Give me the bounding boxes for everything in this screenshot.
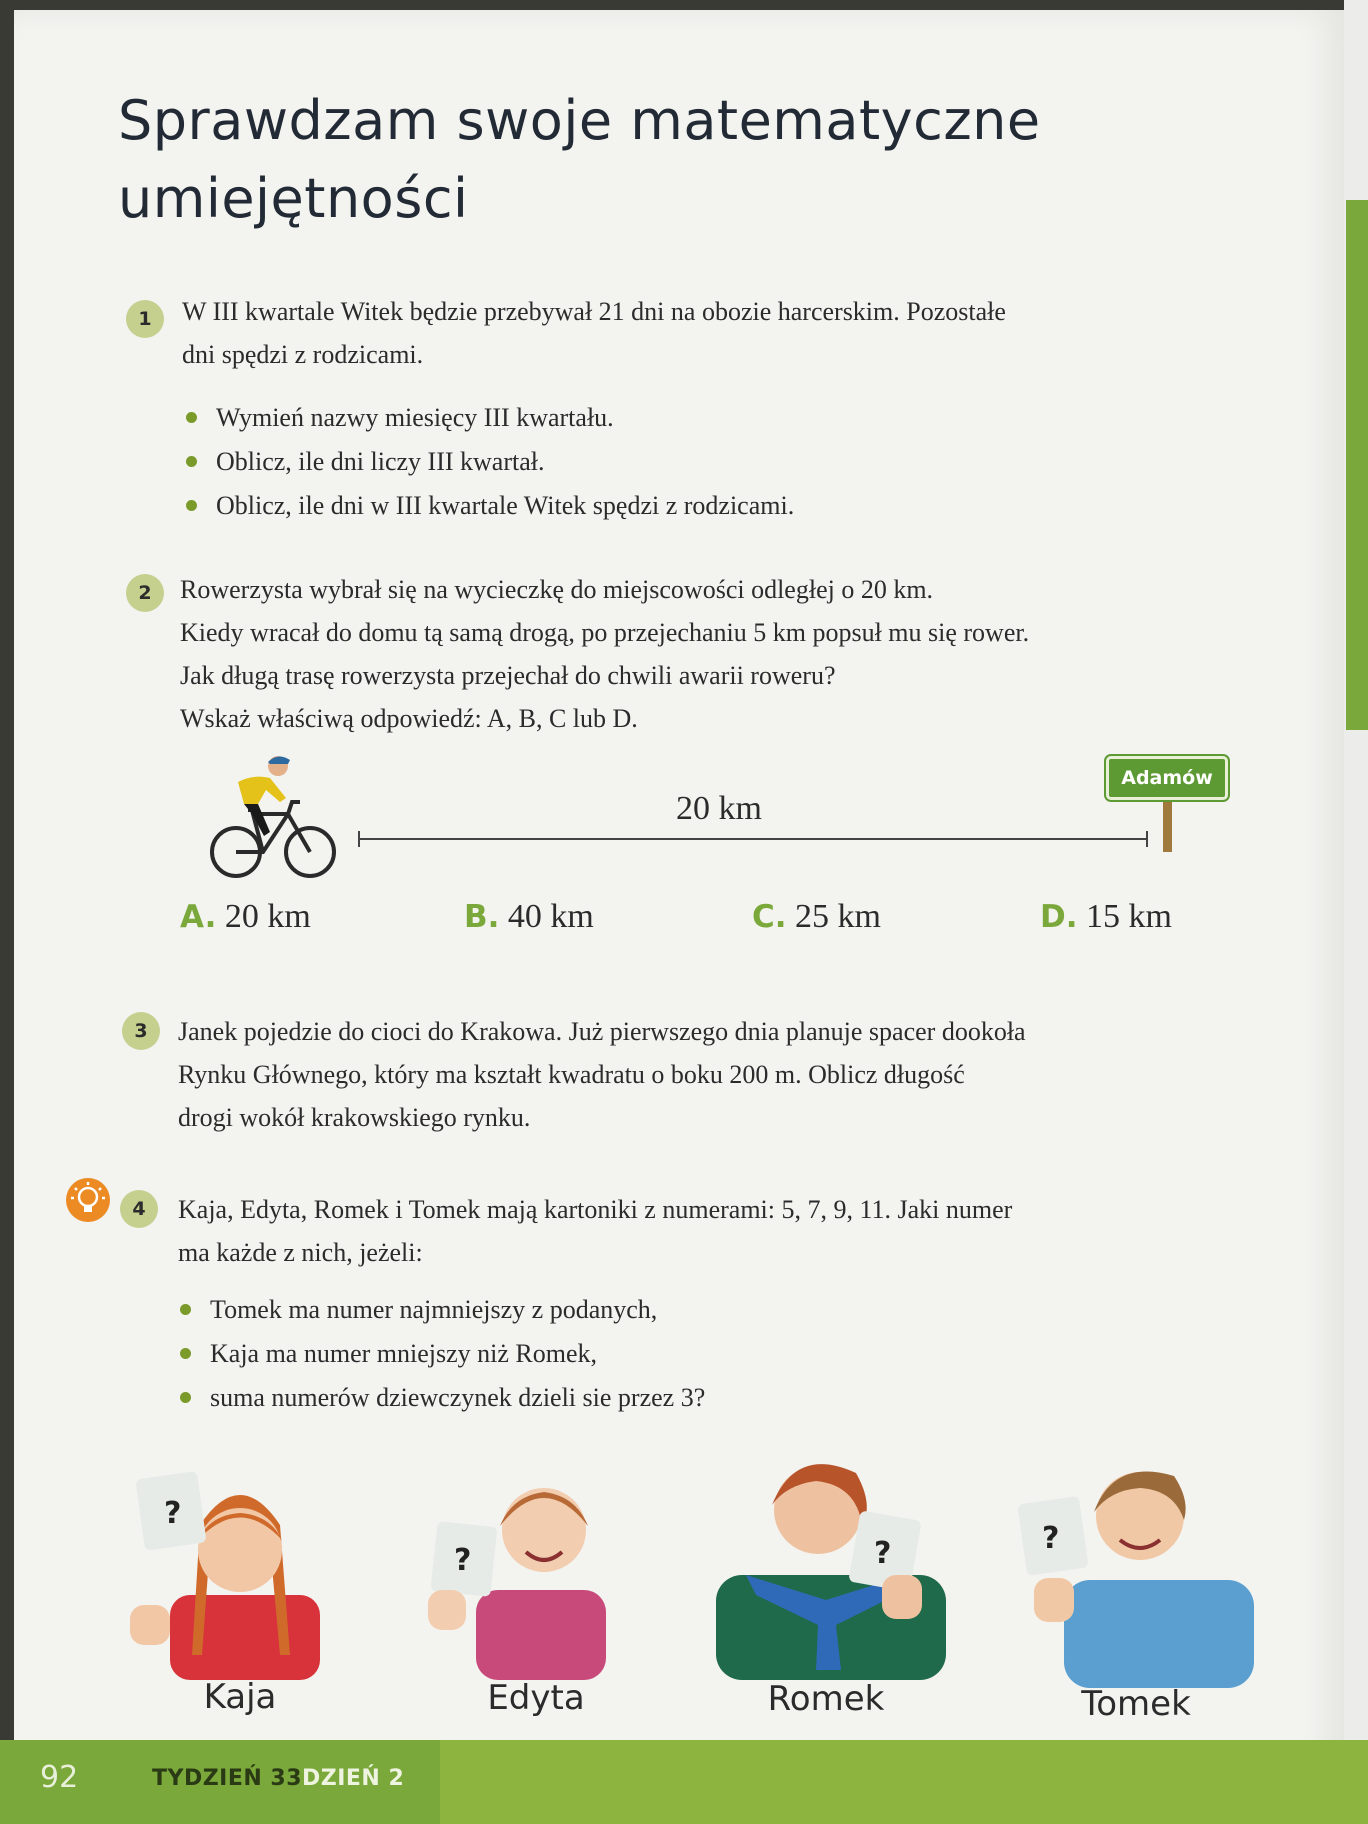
task-4-bullets: [176, 1288, 705, 1420]
day-label: DZIEŃ 2: [302, 1766, 405, 1791]
task-number-badge: 4: [120, 1190, 158, 1228]
bullet-icon: [186, 412, 197, 423]
child-tomek-illustration: [1014, 1430, 1254, 1688]
child-name-label: Edyta: [487, 1678, 585, 1718]
text-line: W III kwartale Witek będzie przebywał 21 dni na obozie harcerskim. Pozostałe: [182, 297, 1006, 326]
distance-tick-left: [358, 831, 360, 847]
bullet-item: suma numerów dziewczynek dzieli sie przez 3?: [176, 1376, 705, 1420]
child-tomek: [1014, 1430, 1254, 1724]
svg-text:?: ?: [874, 1536, 892, 1571]
child-name-label: Tomek: [1081, 1684, 1191, 1724]
text-line: Jak długą trasę rowerzysta przejechał do chwili awarii roweru?: [180, 661, 836, 690]
task-4-text: [178, 1188, 1012, 1274]
text-line: Janek pojedzie do cioci do Krakowa. Już pierwszego dnia planuje spacer dookoła: [178, 1017, 1026, 1046]
answer-option-b[interactable]: B. 40 km: [464, 898, 594, 935]
child-romek: [706, 1425, 956, 1719]
answer-option-d[interactable]: D. 15 km: [1040, 898, 1172, 935]
distance-tick-right: [1146, 831, 1148, 847]
child-name-label: Kaja: [203, 1677, 277, 1717]
bullet-item: Oblicz, ile dni w III kwartale Witek spędzi z rodzicami.: [182, 484, 794, 528]
bullet-icon: [180, 1348, 191, 1359]
child-edyta-illustration: [426, 1440, 646, 1680]
task-number-badge: 1: [126, 300, 164, 338]
text-line: Rynku Głównego, który ma kształt kwadratu o boku 200 m. Oblicz długość: [178, 1060, 965, 1089]
task-1-bullets: [182, 396, 794, 528]
bullet-icon: [180, 1304, 191, 1315]
lightbulb-icon: [66, 1178, 110, 1222]
task-1-text: [182, 290, 1006, 376]
bullet-item: Oblicz, ile dni liczy III kwartał.: [182, 440, 794, 484]
text-line: Rowerzysta wybrał się na wycieczkę do miejscowości odległej o 20 km.: [180, 575, 934, 604]
cyclist-icon: [208, 752, 338, 882]
svg-text:?: ?: [454, 1543, 472, 1578]
child-kaja-illustration: [130, 1455, 350, 1680]
task-2-text: [180, 568, 1029, 740]
sign-board: Adamów: [1106, 756, 1228, 800]
bullet-icon: [186, 500, 197, 511]
week-label: TYDZIEŃ 33: [152, 1766, 303, 1791]
child-name-label: Romek: [767, 1679, 885, 1719]
distance-label: 20 km: [676, 790, 762, 827]
text-line: dni spędzi z rodzicami.: [182, 340, 424, 369]
text-line: Kaja, Edyta, Romek i Tomek mają kartoniki z numerami: 5, 7, 9, 11. Jaki numer: [178, 1195, 1013, 1224]
task-number-badge: 2: [126, 574, 164, 612]
child-romek-illustration: [706, 1425, 956, 1680]
bullet-item: Tomek ma numer najmniejszy z podanych,: [176, 1288, 705, 1332]
page-footer: [0, 1740, 1368, 1824]
text-line: Wskaż właściwą odpowiedź: A, B, C lub D.: [180, 704, 638, 733]
text-line: ma każde z nich, jeżeli:: [178, 1238, 423, 1267]
page-tab: [1346, 200, 1368, 730]
distance-line: [358, 838, 1148, 840]
task-3-text: [178, 1010, 1026, 1139]
page-title: Sprawdzam swoje matematyczne umiejętności: [118, 89, 1041, 230]
child-edyta: [426, 1440, 646, 1718]
bullet-icon: [180, 1392, 191, 1403]
svg-text:?: ?: [164, 1496, 182, 1531]
answer-option-a[interactable]: A. 20 km: [180, 898, 311, 935]
child-kaja: [130, 1455, 350, 1717]
page-number: 92: [40, 1760, 79, 1795]
svg-text:?: ?: [1042, 1521, 1060, 1556]
text-line: Kiedy wracał do domu tą samą drogą, po przejechaniu 5 km popsuł mu się rower.: [180, 618, 1030, 647]
task-number-badge: 3: [122, 1012, 160, 1050]
bullet-icon: [186, 456, 197, 467]
bullet-item: Kaja ma numer mniejszy niż Romek,: [176, 1332, 705, 1376]
text-line: drogi wokół krakowskiego rynku.: [178, 1103, 531, 1132]
bullet-item: Wymień nazwy miesięcy III kwartału.: [182, 396, 794, 440]
answer-option-c[interactable]: C. 25 km: [752, 898, 881, 935]
